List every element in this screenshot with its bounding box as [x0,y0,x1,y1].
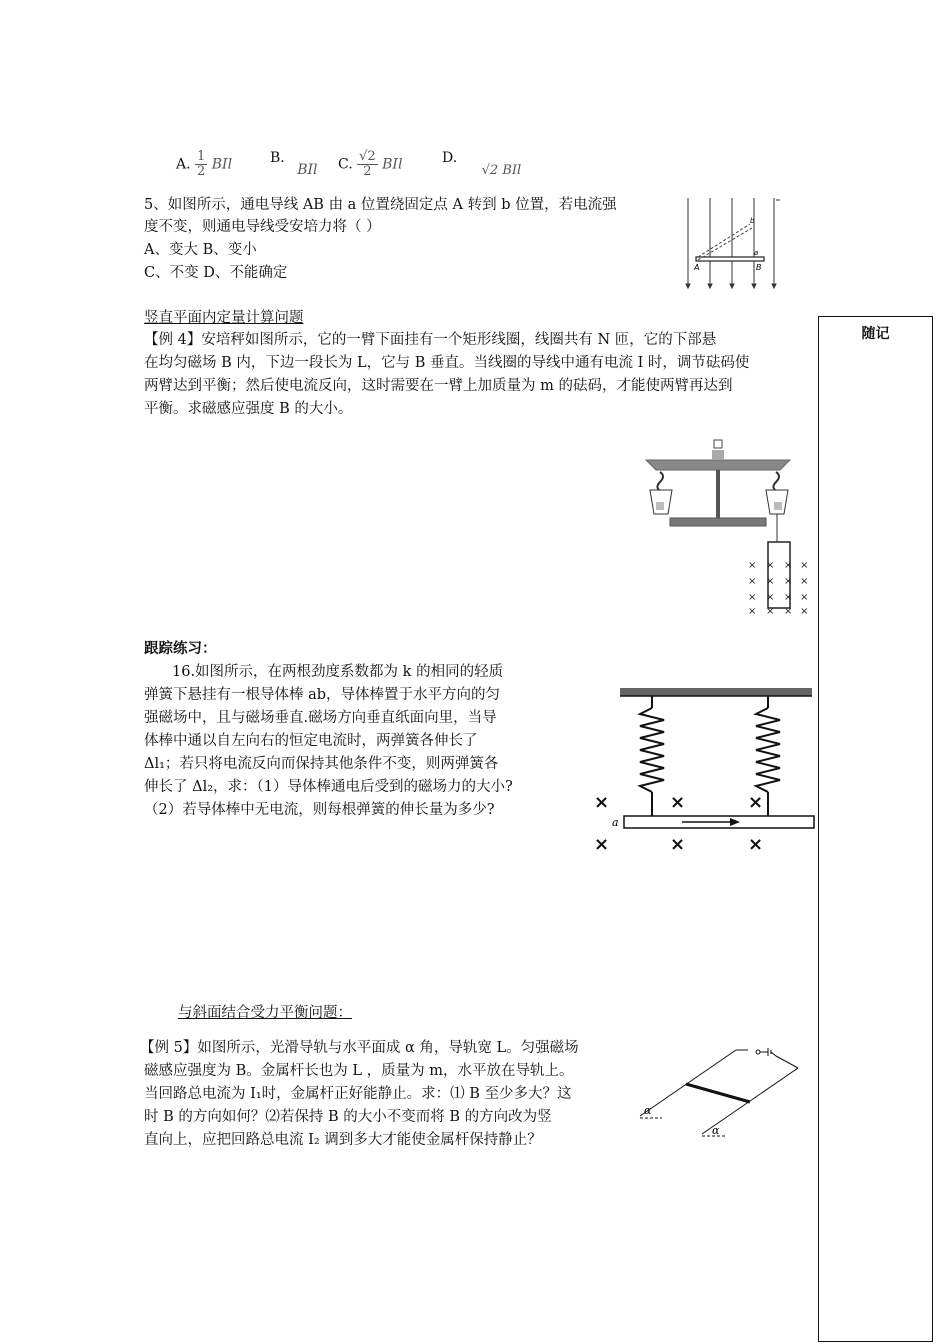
svg-text:×: × [748,834,764,855]
q5-line-1: 5、如图所示，通电导线 AB 由 a 位置绕固定点 A 转到 b 位置，若电流强 [144,197,617,213]
example-5-line-4: 时 B 的方向如何？⑵若保持 B 的大小不变而将 B 的方向改为竖 [144,1109,552,1125]
example-5-line-2: 磁感应强度为 B。金属杆长也为 L ，质量为 m，水平放在导轨上。 [144,1063,574,1079]
label-B: B [756,263,762,272]
example-4-line-4: 平衡。求磁感应强度 B 的大小。 [144,401,353,417]
svg-text:×: × [766,606,775,617]
svg-text:×: × [800,606,809,617]
section-heading-vertical: 竖直平面内定量计算问题 [144,310,304,326]
q5-options-ab: A、变大 B、变小 [144,242,257,258]
label-a: a [754,249,759,257]
svg-text:×: × [594,834,610,855]
answer-options [176,140,556,180]
svg-text:×: × [784,576,793,587]
option-a-expr: BIl [211,156,233,173]
example-5-line-1: 【例 5】如图所示，光滑导轨与水平面成 α 角，导轨宽 L。匀强磁场 [140,1040,579,1056]
alpha-label-left: α [644,1104,652,1117]
svg-text:×: × [594,792,610,813]
notes-sidebar [818,316,933,1342]
label-b: b [750,217,755,225]
svg-text:×: × [784,592,793,603]
problem-16-line-5: Δl₁；若只将电流反向而保持其他条件不变，则两弹簧各 [144,756,499,772]
problem-16-line-7: （2）若导体棒中无电流，则每根弹簧的伸长量为多少? [144,802,495,818]
option-b [270,150,318,178]
svg-text:×: × [784,606,793,617]
option-c [338,150,402,179]
fraction [195,150,207,179]
example-5-line-3: 当回路总电流为 I₁时，金属杆正好能静止。求：⑴ B 至少多大？这 [144,1086,572,1102]
option-a-label: A. [176,156,191,173]
incline-rail-figure [636,1040,806,1144]
label-A: A [694,263,700,272]
svg-text:×: × [748,792,764,813]
svg-text:×: × [800,576,809,587]
denominator: 2 [197,164,206,179]
option-a [176,150,232,179]
section-heading-incline: 与斜面结合受力平衡问题： [178,1005,352,1021]
problem-16-line-2: 弹簧下悬挂有一根导体棒 ab，导体棒置于水平方向的匀 [144,687,501,703]
fraction [357,150,378,179]
svg-text:×: × [800,560,809,571]
svg-text:×: × [748,576,757,587]
numerator: 1 [197,149,206,164]
option-d-expr: √2 BIl [481,163,522,178]
svg-text:×: × [670,834,686,855]
option-b-expr: BIl [297,162,318,178]
denominator: 2 [363,164,372,179]
svg-text:×: × [748,592,757,603]
example-4-line-2: 在均匀磁场 B 内，下边一段长为 L，它与 B 垂直。当线圈的导线中通有电流 I 时，调节砝码使 [144,355,750,371]
svg-text:×: × [766,576,775,587]
alpha-label-right: α [712,1124,720,1137]
svg-text:×: × [784,560,793,571]
ampere-balance-figure [640,438,815,618]
example-4-line-3: 两臂达到平衡；然后使电流反向，这时需要在一臂上加质量为 m 的砝码，才能使两臂再达到 [144,378,733,394]
q5-options-cd: C、不变 D、不能确定 [144,265,288,281]
example-5-line-5: 直向上，应把回路总电流 I₂ 调到多大才能使金属杆保持静止？ [144,1132,542,1148]
problem-16-line-4: 体棒中通以自左向右的恒定电流时，两弹簧各伸长了 [144,733,478,749]
problem-16-line-1: 16.如图所示，在两根劲度系数都为 k 的相同的轻质 [172,664,504,680]
option-b-label: B. [270,150,285,166]
q5-line-2: 度不变，则通电导线受安培力将（ ） [144,219,381,235]
svg-text:×: × [800,592,809,603]
example-4-line-1: 【例 4】安培秤如图所示，它的一臂下面挂有一个矩形线圈，线圈共有 N 匝，它的下部悬 [144,332,717,348]
q5-wire-figure [684,194,784,290]
svg-text:×: × [766,592,775,603]
problem-16-line-6: 伸长了 Δl₂，求：（1）导体棒通电后受到的磁场力的大小? [144,779,513,795]
svg-text:×: × [766,560,775,571]
option-c-label: C. [338,156,353,173]
spring-rod-figure [590,684,816,854]
svg-text:×: × [670,792,686,813]
tracking-heading: 跟踪练习： [144,641,217,657]
rod-end-label: a [612,816,619,829]
svg-text:×: × [748,560,757,571]
option-d-label: D. [442,150,458,166]
sidebar-title: 随记 [861,326,890,342]
numerator: √2 [359,149,376,164]
problem-16-line-3: 强磁场中，且与磁场垂直.磁场方向垂直纸面向里，当导 [144,710,497,726]
option-c-expr: BIl [382,156,403,173]
svg-text:×: × [748,606,757,617]
option-d [442,150,522,178]
